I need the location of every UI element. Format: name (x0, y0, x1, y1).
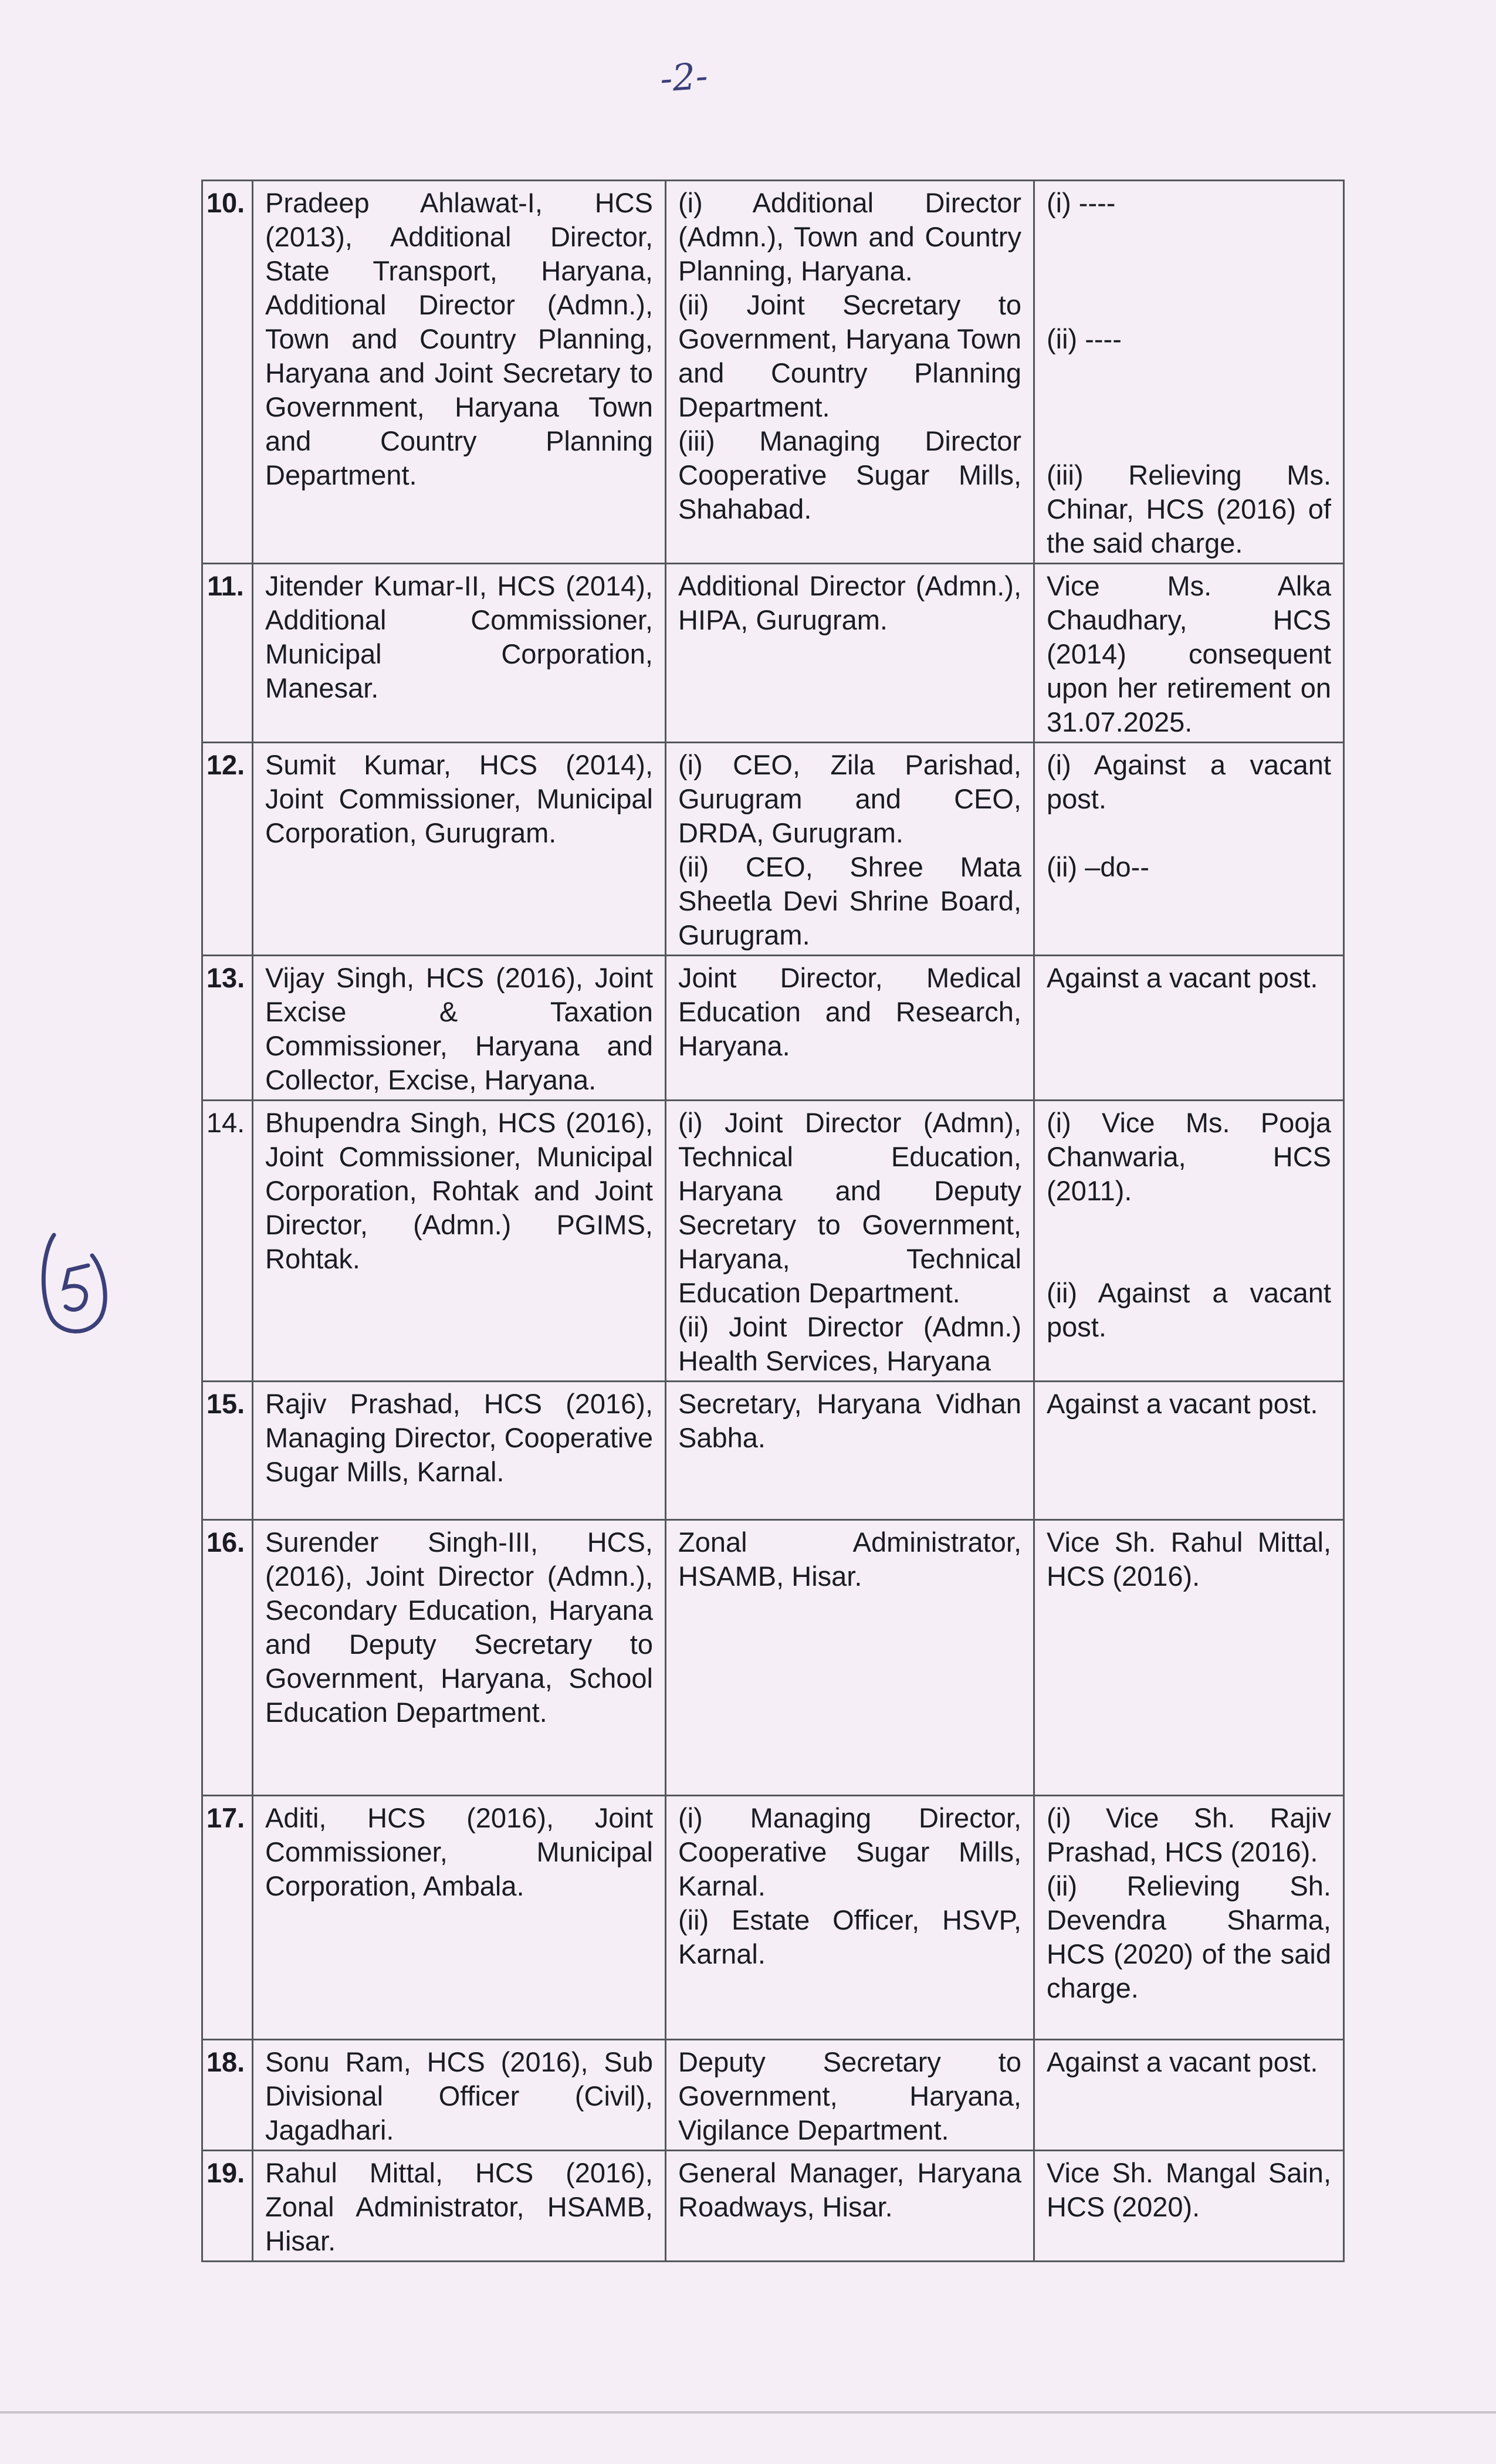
officer-cell: Bhupendra Singh, HCS (2016), Joint Commissioner, Municipal Corporation, Rohtak and Joint Director, (Admn.) PGIMS, Rohtak. (253, 1101, 666, 1382)
posting-item: (i) CEO, Zila Parishad, Gurugram and CEO, DRDA, Gurugram. (678, 749, 1021, 848)
remark-item: (i) Vice Sh. Rajiv Prashad, HCS (2016). (1047, 1802, 1331, 1867)
posting-item: General Manager, Haryana Roadways, Hisar. (678, 2157, 1021, 2222)
officer-cell: Rahul Mittal, HCS (2016), Zonal Administrator, HSAMB, Hisar. (253, 2151, 666, 2262)
posting-cell (666, 1796, 1034, 2040)
remarks-cell (1034, 564, 1344, 743)
remark-item: (ii) Against a vacant post. (1047, 1277, 1331, 1342)
serial-number: 15. (202, 1382, 253, 1520)
posting-item: (ii) Joint Director (Admn.) Health Services, Haryana (678, 1311, 1021, 1376)
handwritten-margin-mark (36, 1229, 113, 1341)
remark-item: (i) Against a vacant post. (1047, 749, 1331, 814)
remark-item: (i) Vice Ms. Pooja Chanwaria, HCS (2011). (1047, 1107, 1331, 1206)
officer-cell: Pradeep Ahlawat-I, HCS (2013), Additional Director, State Transport, Haryana, Additional Director (Admn.), Town and Country Planning, Haryana and Joint Secretary to Government, Haryana Town and Country Planning Department. (253, 181, 666, 564)
posting-item: Secretary, Haryana Vidhan Sabha. (678, 1388, 1021, 1453)
remark-item: Vice Sh. Mangal Sain, HCS (2020). (1047, 2157, 1331, 2222)
remarks-cell (1034, 1796, 1344, 2040)
table-row (202, 1382, 1344, 1520)
posting-cell (666, 2040, 1034, 2151)
table-row (202, 1101, 1344, 1382)
remarks-cell (1034, 2040, 1344, 2151)
remarks-cell (1034, 1101, 1344, 1382)
posting-item: (ii) Estate Officer, HSVP, Karnal. (678, 1904, 1021, 1969)
posting-cell (666, 1520, 1034, 1796)
officer-cell: Jitender Kumar-II, HCS (2014), Additional Commissioner, Municipal Corporation, Manesar. (253, 564, 666, 743)
table-row (202, 2040, 1344, 2151)
posting-cell (666, 1382, 1034, 1520)
officer-cell: Vijay Singh, HCS (2016), Joint Excise & Taxation Commissioner, Haryana and Collector, Excise, Haryana. (253, 956, 666, 1101)
table-row (202, 743, 1344, 956)
serial-number: 14. (202, 1101, 253, 1382)
remarks-cell (1034, 1520, 1344, 1796)
serial-number: 10. (202, 181, 253, 564)
posting-cell (666, 956, 1034, 1101)
posting-item: Zonal Administrator, HSAMB, Hisar. (678, 1527, 1021, 1592)
remark-item: (i) ---- (1047, 187, 1116, 218)
remark-item: Vice Sh. Rahul Mittal, HCS (2016). (1047, 1527, 1331, 1592)
remark-item: (ii) Relieving Sh. Devendra Sharma, HCS (2020) of the said charge. (1047, 1870, 1331, 2003)
posting-item: (iii) Managing Director Cooperative Sugar Mills, Shahabad. (678, 425, 1021, 524)
posting-item: Additional Director (Admn.), HIPA, Gurugram. (678, 570, 1021, 635)
posting-cell (666, 1101, 1034, 1382)
transfer-posting-table (201, 180, 1345, 2262)
remark-item: Vice Ms. Alka Chaudhary, HCS (2014) consequent upon her retirement on 31.07.2025. (1047, 570, 1331, 737)
posting-cell (666, 743, 1034, 956)
posting-item: (i) Managing Director, Cooperative Sugar Mills, Karnal. (678, 1802, 1021, 1901)
posting-item: (i) Joint Director (Admn), Technical Education, Haryana and Deputy Secretary to Government, Haryana, Technical Education Department. (678, 1107, 1021, 1308)
table-row (202, 1520, 1344, 1796)
remark-item: Against a vacant post. (1047, 962, 1318, 993)
scan-edge-line (0, 2411, 1496, 2414)
remark-item: (ii) ---- (1047, 323, 1122, 354)
table-row (202, 181, 1344, 564)
officer-cell: Sumit Kumar, HCS (2014), Joint Commissioner, Municipal Corporation, Gurugram. (253, 743, 666, 956)
table-row (202, 1796, 1344, 2040)
serial-number: 13. (202, 956, 253, 1101)
officer-cell: Rajiv Prashad, HCS (2016), Managing Director, Cooperative Sugar Mills, Karnal. (253, 1382, 666, 1520)
table-row (202, 2151, 1344, 2262)
posting-item: Joint Director, Medical Education and Research, Haryana. (678, 962, 1021, 1061)
serial-number: 12. (202, 743, 253, 956)
posting-cell (666, 564, 1034, 743)
serial-number: 16. (202, 1520, 253, 1796)
posting-item: (ii) CEO, Shree Mata Sheetla Devi Shrine Board, Gurugram. (678, 851, 1021, 950)
posting-item: (ii) Joint Secretary to Government, Haryana Town and Country Planning Department. (678, 289, 1021, 422)
posting-item: Deputy Secretary to Government, Haryana, Vigilance Department. (678, 2046, 1021, 2145)
remarks-cell (1034, 2151, 1344, 2262)
table-row (202, 564, 1344, 743)
remarks-cell (1034, 743, 1344, 956)
officer-cell: Surender Singh-III, HCS, (2016), Joint Director (Admn.), Secondary Education, Haryana and Deputy Secretary to Government, Haryana, School Education Department. (253, 1520, 666, 1796)
remarks-cell (1034, 956, 1344, 1101)
posting-cell (666, 181, 1034, 564)
remark-item: (ii) –do-- (1047, 851, 1149, 882)
officer-cell: Aditi, HCS (2016), Joint Commissioner, Municipal Corporation, Ambala. (253, 1796, 666, 2040)
posting-cell (666, 2151, 1034, 2262)
remarks-cell (1034, 1382, 1344, 1520)
table-row (202, 956, 1344, 1101)
officer-cell: Sonu Ram, HCS (2016), Sub Divisional Officer (Civil), Jagadhari. (253, 2040, 666, 2151)
posting-item: (i) Additional Director (Admn.), Town and Country Planning, Haryana. (678, 187, 1021, 286)
page-number: -2- (658, 54, 709, 100)
serial-number: 11. (202, 564, 253, 743)
remark-item: Against a vacant post. (1047, 2046, 1318, 2077)
serial-number: 19. (202, 2151, 253, 2262)
remarks-cell (1034, 181, 1344, 564)
serial-number: 17. (202, 1796, 253, 2040)
remark-item: (iii) Relieving Ms. Chinar, HCS (2016) of the said charge. (1047, 459, 1331, 559)
serial-number: 18. (202, 2040, 253, 2151)
remark-item: Against a vacant post. (1047, 1388, 1318, 1419)
